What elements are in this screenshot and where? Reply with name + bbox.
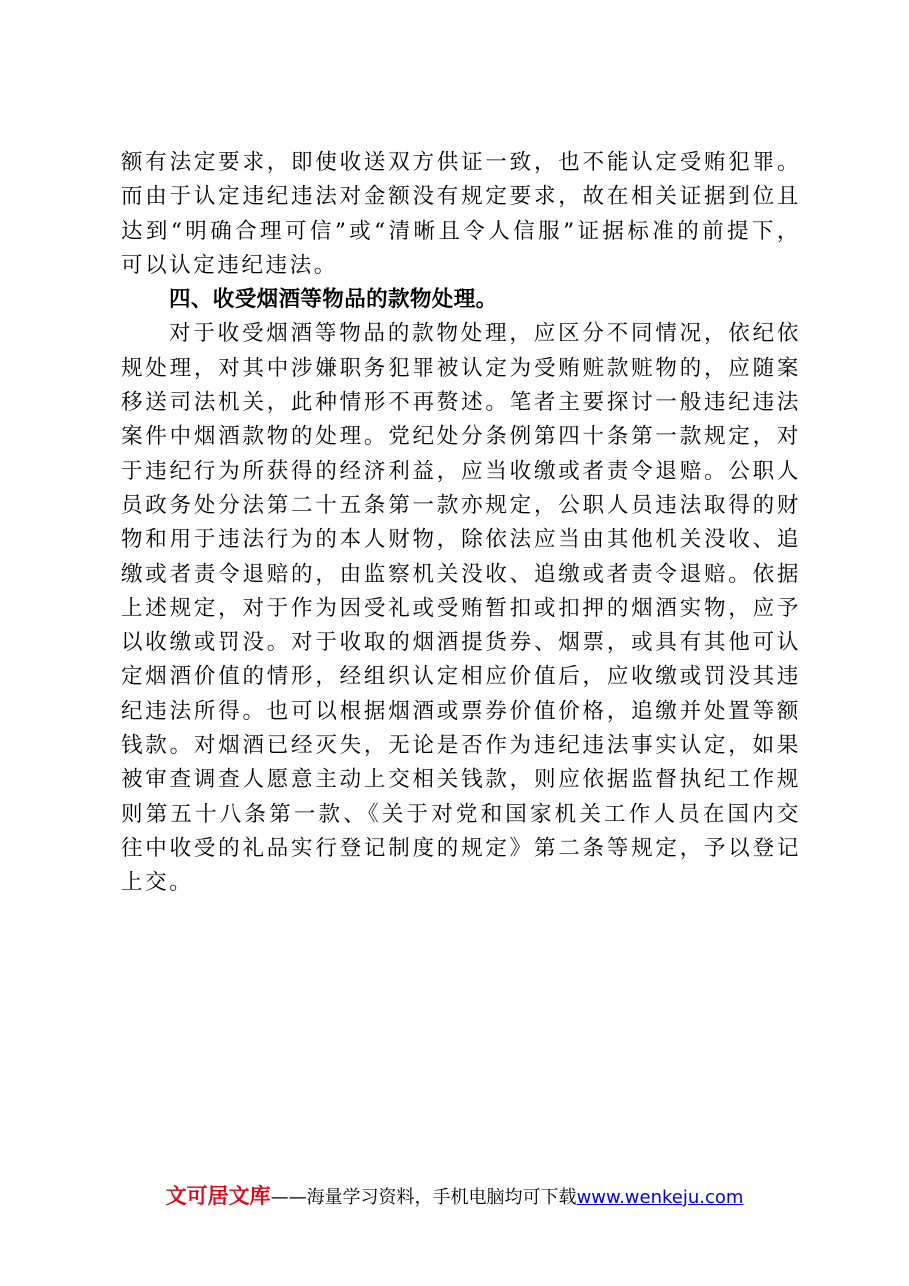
paragraph-continued: 额有法定要求，即使收送双方供证一致，也不能认定受贿犯罪。而由于认定违纪违法对金额没有规定要求，故在相关证据到位且达到“明确合理可信”或“清晰且令人信服”证据标准的前提下，可以认定违纪违法。 (121, 150, 801, 278)
footer-brand: 文可居文库 (165, 1184, 271, 1208)
document-body (121, 146, 801, 901)
paragraph-main: 对于收受烟酒等物品的款物处理，应区分不同情况，依纪依规处理，对其中涉嫌职务犯罪被认定为受贿赃款赃物的，应随案移送司法机关，此种情形不再赘述。笔者主要探讨一般违纪违法案件中烟酒款物的处理。党纪处分条例第四十条第一款规定，对于违纪行为所获得的经济利益，应当收缴或者责令退赔。公职人员政务处分法第二十五条第一款亦规定，公职人员违法取得的财物和用于违法行为的本人财物，除依法应当由其他机关没收、追缴或者责令退赔的，由监察机关没收、追缴或者责令退赔。依据上述规定，对于作为因受礼或受贿暂扣或扣押的烟酒实物，应予以收缴或罚没。对于收取的烟酒提货券、烟票，或具有其他可认定烟酒价值的情形，经组织认定相应价值后，应收缴或罚没其违纪违法所得。也可以根据烟酒或票券价值价格，追缴并处置等额钱款。对烟酒已经灭失，无论是否作为违纪违法事实认定，如果被审查调查人愿意主动上交相关钱款，则应依据监督执纪工作规则第五十八条第一款、《关于对党和国家机关工作人员在国内交往中收受的礼品实行登记制度的规定》第二条等规定，予以登记上交。 (121, 321, 801, 896)
footer-link[interactable]: www.wenkeju.com (576, 1187, 744, 1208)
section-heading: 四、收受烟酒等物品的款物处理。 (169, 287, 498, 313)
page-footer (0, 1183, 909, 1211)
footer-tagline: ——海量学习资料，手机电脑均可下载 (270, 1187, 577, 1208)
